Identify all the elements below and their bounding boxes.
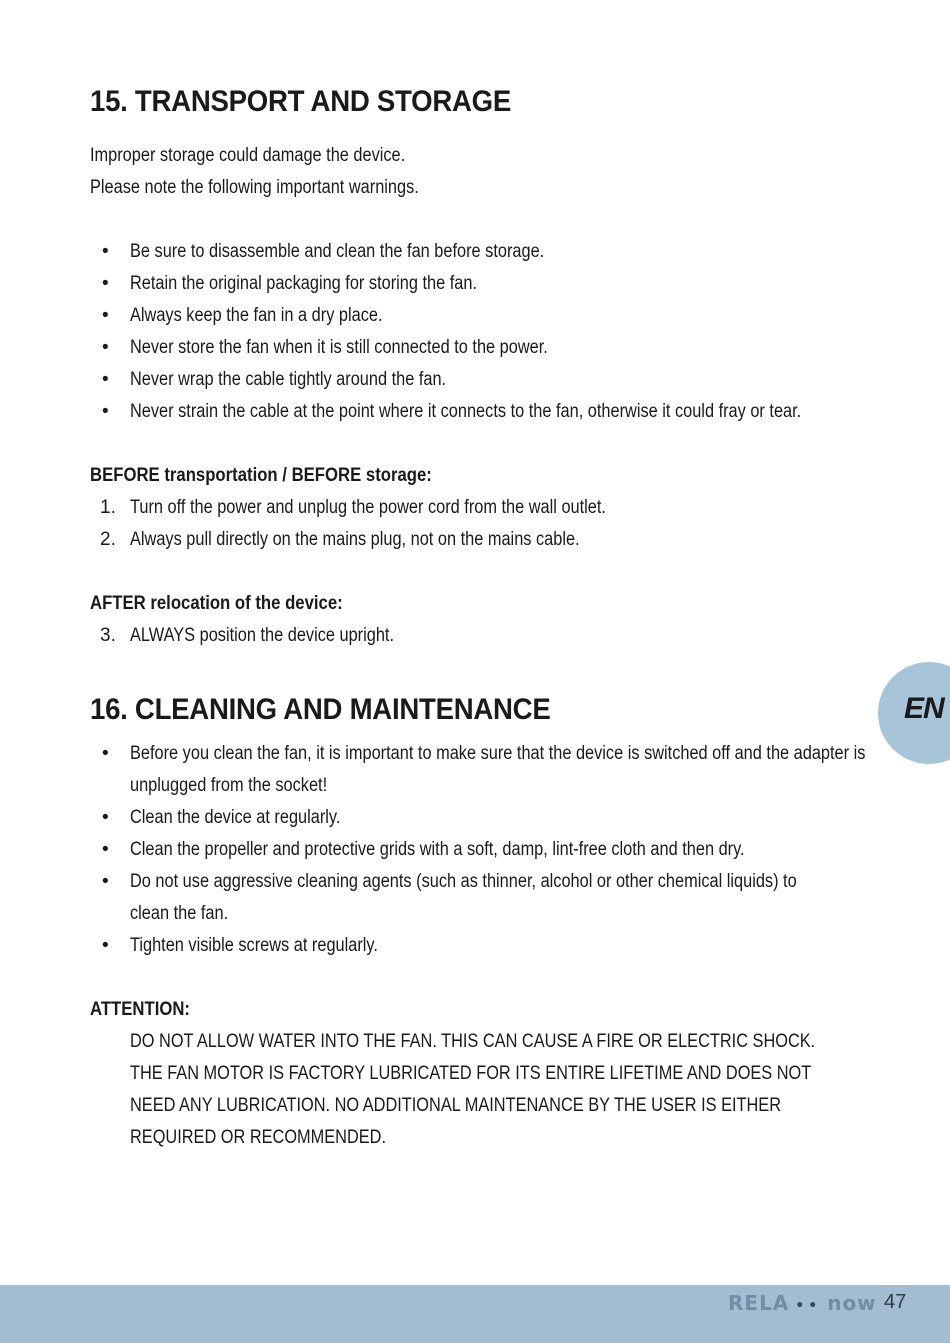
list-item: • Be sure to disassemble and clean the fan before storage. (90, 236, 865, 268)
list-item: • Clean the device at regularly. (90, 802, 865, 834)
list-item: 3. ALWAYS position the device upright. (90, 620, 865, 652)
bullet-icon: • (102, 871, 109, 892)
section-16-title: 16. CLEANING AND MAINTENANCE (90, 693, 551, 726)
intro-line: Please note the following important warnings. (90, 177, 419, 198)
after-steps-list (90, 620, 865, 652)
attention-line: REQUIRED OR RECOMMENDED. (130, 1127, 387, 1148)
list-item: • Never strain the cable at the point where it connects to the fan, otherwise it could fray or tear. (90, 396, 865, 428)
step-number: 2. (100, 529, 116, 550)
bullet-icon: • (102, 337, 109, 358)
bullet-icon: • (102, 305, 109, 326)
attention-line: THE FAN MOTOR IS FACTORY LUBRICATED FOR ITS ENTIRE LIFETIME AND DOES NOT (130, 1063, 812, 1084)
section-15-title: 15. TRANSPORT AND STORAGE (90, 85, 511, 118)
list-item: 1. Turn off the power and unplug the power cord from the wall outlet. (90, 492, 865, 524)
list-item: • Do not use aggressive cleaning agents (such as thinner, alcohol or other chemical liquids) to clean the fan. (90, 866, 865, 930)
attention-text (90, 1026, 865, 1154)
bullet-icon: • (102, 807, 109, 828)
before-transport-heading: BEFORE transportation / BEFORE storage: (90, 465, 432, 486)
list-item: • Never wrap the cable tightly around the fan. (90, 364, 865, 396)
brand-logo-left: RELA (728, 1291, 790, 1315)
list-item: • Always keep the fan in a dry place. (90, 300, 865, 332)
attention-line: DO NOT ALLOW WATER INTO THE FAN. THIS CAN CAUSE A FIRE OR ELECTRIC SHOCK. (130, 1031, 816, 1052)
bullet-icon: • (102, 401, 109, 422)
step-number: 1. (100, 497, 116, 518)
page-content (90, 80, 865, 1154)
bullet-icon: • (102, 241, 109, 262)
bullet-icon: • (102, 743, 109, 764)
before-steps-list (90, 492, 865, 556)
page-number: 47 (884, 1291, 907, 1313)
list-item: • Retain the original packaging for storing the fan. (90, 268, 865, 300)
cleaning-list (90, 738, 865, 962)
list-item: • Never store the fan when it is still connected to the power. (90, 332, 865, 364)
after-relocation-heading: AFTER relocation of the device: (90, 593, 343, 614)
storage-warnings-list (90, 236, 865, 428)
list-item: • Clean the propeller and protective grids with a soft, damp, lint-free cloth and then dry. (90, 834, 865, 866)
bullet-icon: • (102, 369, 109, 390)
step-number: 3. (100, 625, 116, 646)
bullet-icon: • (102, 935, 109, 956)
brand-logo (728, 1290, 877, 1316)
list-item: • Tighten visible screws at regularly. (90, 930, 865, 962)
section-15-intro (90, 140, 865, 204)
wave-icon: •• (795, 1298, 822, 1314)
attention-heading: ATTENTION: (90, 999, 191, 1020)
language-tab-label: EN (904, 692, 944, 725)
list-item: • Before you clean the fan, it is important to make sure that the device is switched off and the adapter is unplugged from the socket! (90, 738, 865, 802)
brand-logo-right: now (827, 1291, 877, 1315)
attention-line: NEED ANY LUBRICATION. NO ADDITIONAL MAINTENANCE BY THE USER IS EITHER (130, 1095, 782, 1116)
bullet-icon: • (102, 273, 109, 294)
intro-line: Improper storage could damage the device. (90, 145, 406, 166)
bullet-icon: • (102, 839, 109, 860)
language-tab[interactable] (878, 662, 950, 764)
list-item: 2. Always pull directly on the mains plug, not on the mains cable. (90, 524, 865, 556)
